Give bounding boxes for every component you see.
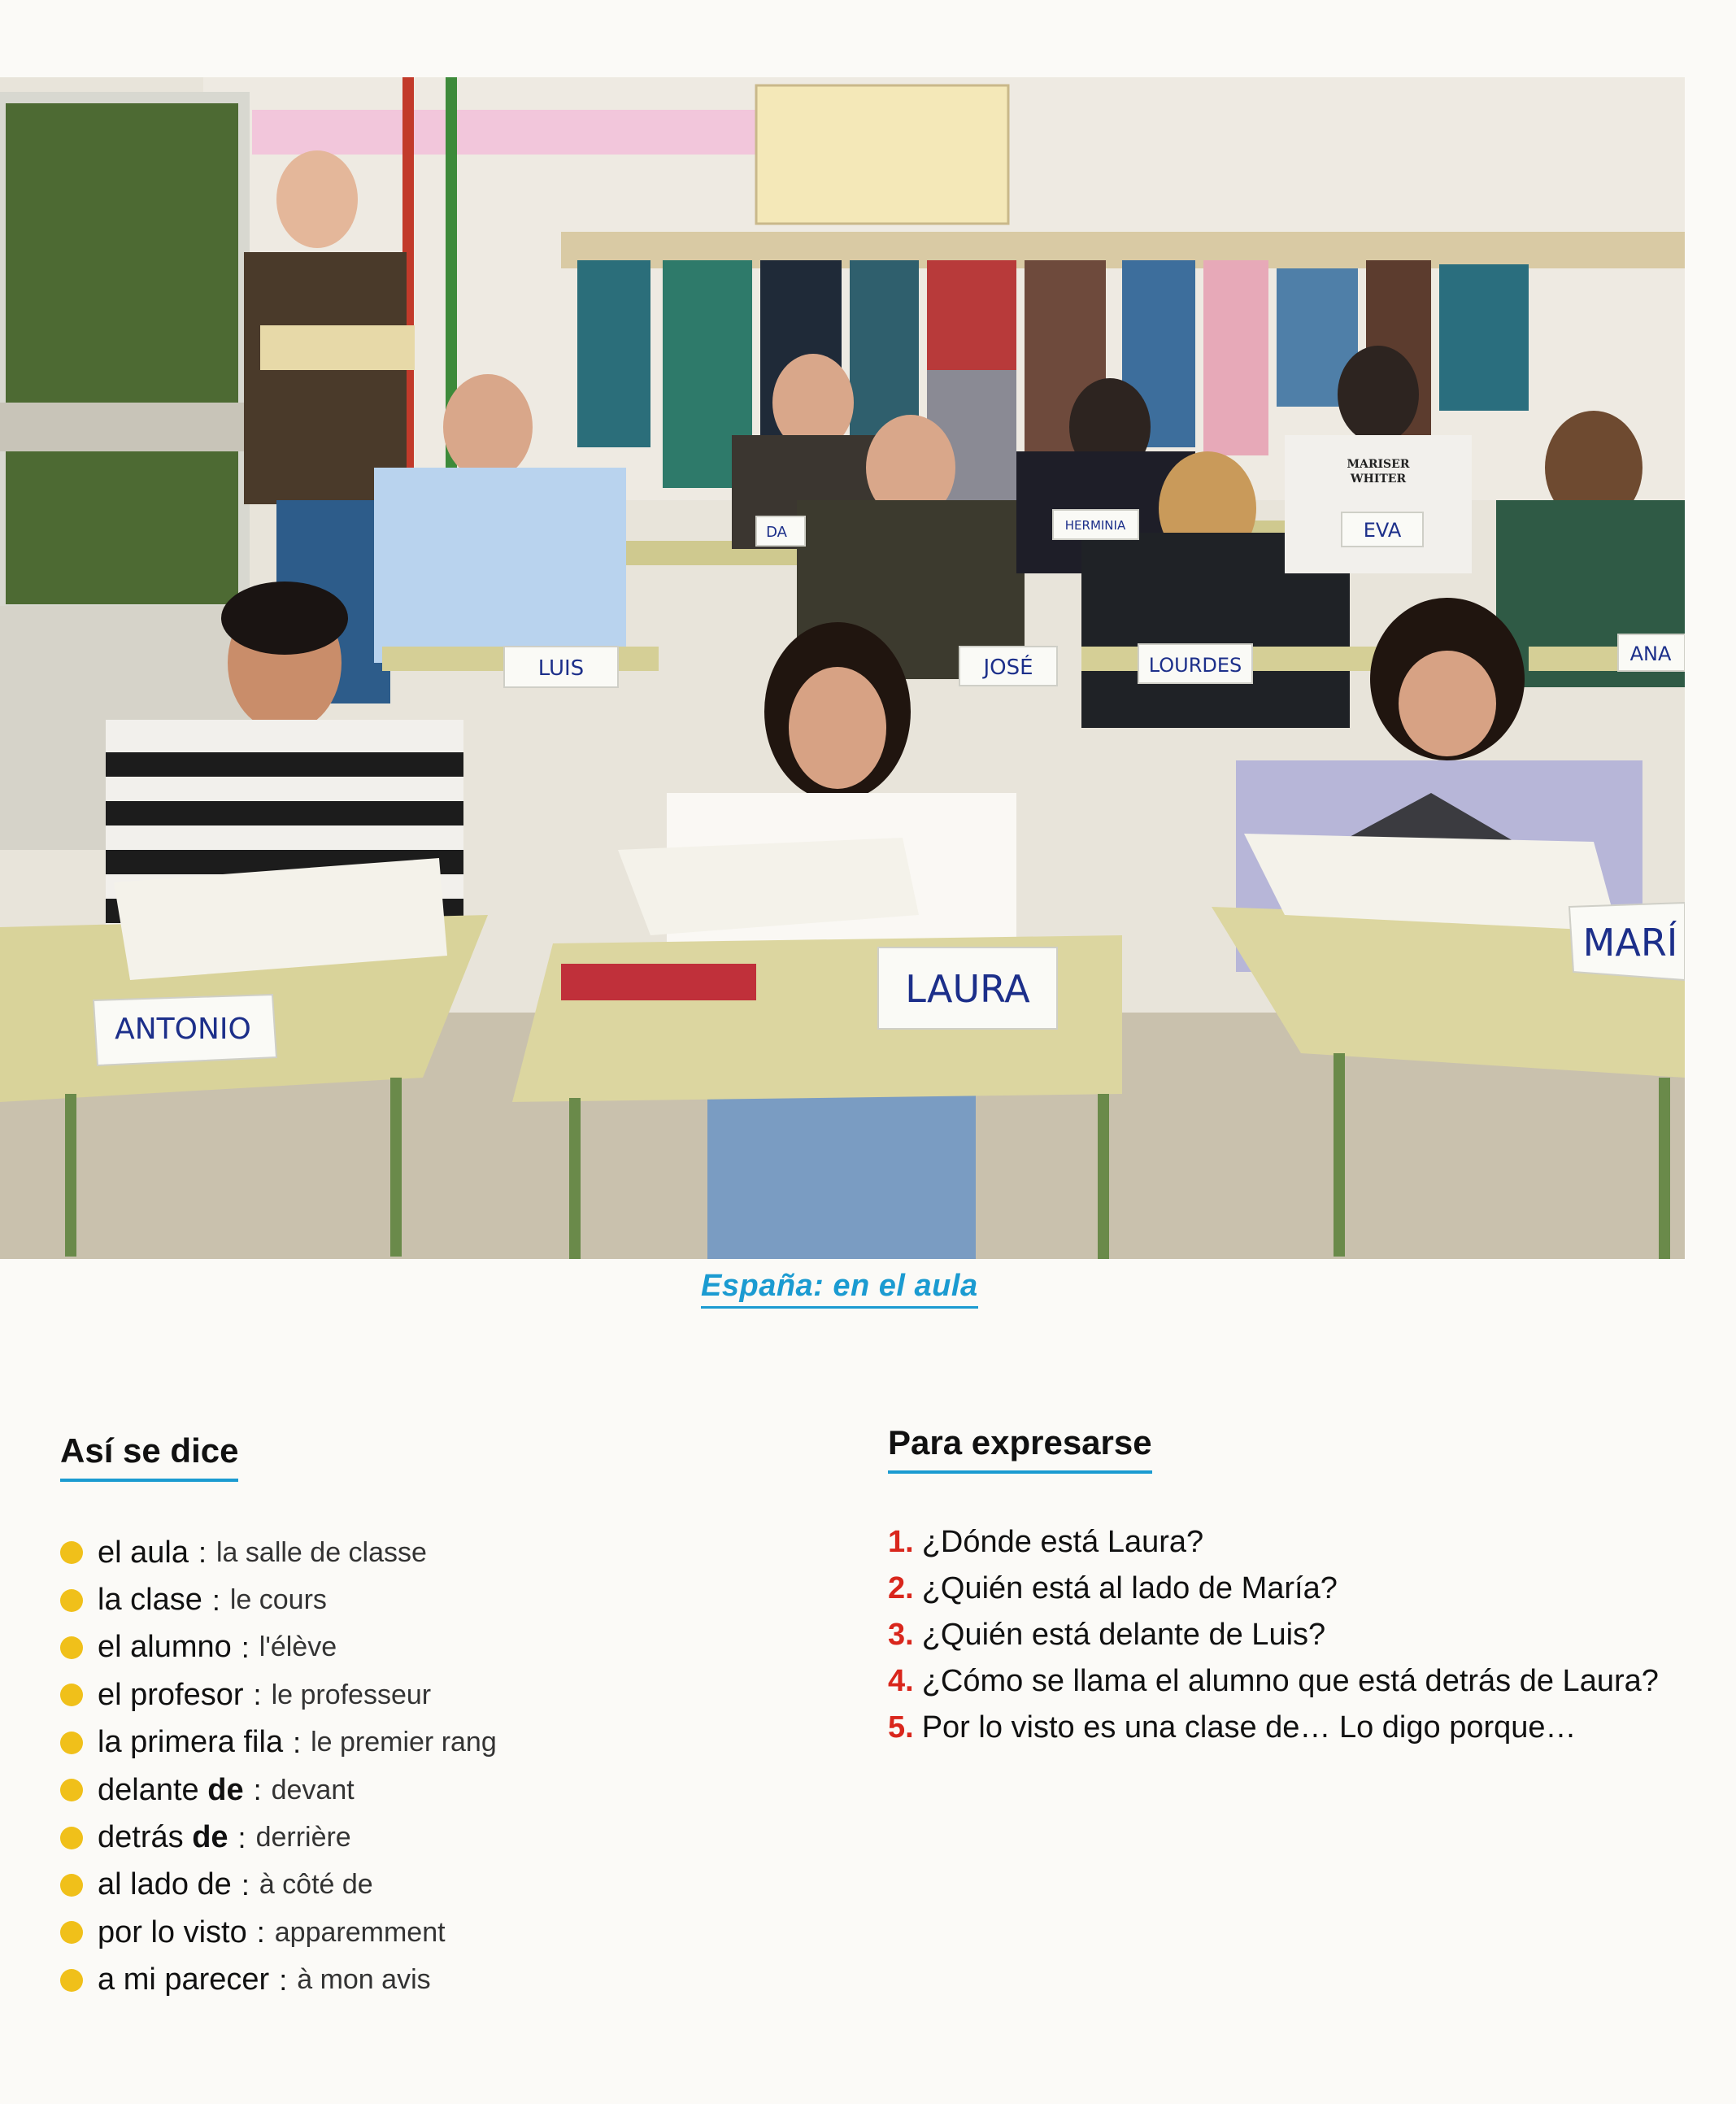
separator: : (241, 1630, 250, 1664)
vocab-term-bold: de (192, 1820, 228, 1855)
separator: : (211, 1583, 220, 1617)
classroom-photo (0, 77, 1685, 1259)
question-item (888, 1566, 1669, 1612)
question-text: ¿Dónde está Laura? (921, 1525, 1204, 1559)
name-card-eva (1342, 512, 1423, 547)
vocab-term (98, 1820, 228, 1855)
map-of-spain (756, 85, 1008, 224)
name-card-jose (959, 647, 1057, 686)
bullet-icon (60, 1874, 83, 1897)
separator: : (279, 1962, 288, 1997)
vocab-item (60, 1576, 792, 1623)
vocab-item (60, 1909, 792, 1956)
name-card-ana-text: ANA (1629, 643, 1672, 665)
vocab-term: la primera fila (98, 1725, 284, 1760)
separator: : (293, 1725, 302, 1759)
vocab-term: el alumno (98, 1630, 232, 1665)
name-card-maria (1569, 903, 1685, 980)
question-number: 5. (888, 1710, 914, 1745)
name-card-maria-text: MARÍ (1582, 921, 1678, 965)
vocab-item (60, 1766, 792, 1814)
vocab-item (60, 1719, 792, 1766)
vocab-translation: l'élève (259, 1631, 337, 1663)
bullet-icon (60, 1589, 83, 1612)
question-number: 3. (888, 1618, 914, 1652)
shirt-text-line-2: WHITER (1350, 473, 1407, 486)
name-card-da-text: DA (766, 524, 787, 541)
shirt-text-line-1: MARISER (1347, 458, 1410, 471)
bullet-icon (60, 1827, 83, 1849)
name-card-da (756, 516, 805, 546)
bullet-icon (60, 1732, 83, 1754)
vocab-term: al lado de (98, 1867, 232, 1902)
vocab-term: el aula (98, 1535, 189, 1570)
name-card-laura (878, 947, 1057, 1029)
vocab-translation: la salle de classe (216, 1536, 427, 1568)
question-number: 2. (888, 1571, 914, 1605)
vocab-term: la clase (98, 1583, 202, 1618)
vocab-translation: à côté de (259, 1869, 373, 1901)
vocab-term: el profesor (98, 1677, 244, 1712)
question-text: ¿Quién está al lado de María? (921, 1571, 1338, 1605)
question-item (888, 1612, 1669, 1658)
vocab-item (60, 1862, 792, 1909)
name-card-lourdes (1138, 644, 1252, 683)
vocab-translation: derrière (255, 1822, 351, 1854)
bullet-icon (60, 1684, 83, 1706)
vocab-term-main: delante (98, 1772, 199, 1807)
bullet-icon (60, 1921, 83, 1944)
name-card-ana (1618, 634, 1685, 671)
question-item (888, 1658, 1669, 1705)
name-card-luis (504, 647, 618, 687)
separator: : (256, 1915, 265, 1949)
question-text: ¿Cómo se llama el alumno que está detrás de Laura? (921, 1664, 1659, 1698)
teacher (276, 150, 358, 248)
bullet-icon (60, 1541, 83, 1564)
name-card-jose-text: JOSÉ (983, 656, 1033, 680)
bullet-icon (60, 1779, 83, 1801)
separator: : (241, 1867, 250, 1901)
vocab-translation: devant (271, 1774, 355, 1806)
bullet-icon (60, 1636, 83, 1659)
vocab-term: a mi parecer (98, 1962, 270, 1997)
vocab-item (60, 1671, 792, 1718)
question-number: 4. (888, 1664, 914, 1698)
bullet-icon (60, 1969, 83, 1992)
question-number: 1. (888, 1525, 914, 1559)
classroom-illustration (0, 77, 1685, 1259)
vocab-item (60, 1529, 792, 1576)
name-card-luis-text: LUIS (537, 656, 585, 681)
photo-caption: España: en el aula (701, 1269, 978, 1309)
name-card-herminia-text: HERMINIA (1064, 518, 1126, 533)
vocabulary-list (60, 1529, 792, 2004)
question-text: Por lo visto es una clase de… Lo digo porque… (921, 1710, 1577, 1745)
question-list (888, 1519, 1669, 1751)
separator: : (237, 1820, 246, 1854)
name-card-eva-text: EVA (1363, 519, 1402, 542)
asi-se-dice-title: Así se dice (60, 1431, 238, 1482)
vocab-item (60, 1957, 792, 2004)
vocab-translation: le cours (229, 1584, 327, 1616)
vocab-term-bold: de (207, 1772, 244, 1807)
para-expresarse-title: Para expresarse (888, 1423, 1152, 1474)
vocab-term (98, 1773, 244, 1808)
separator: : (253, 1773, 262, 1807)
vocab-translation: le premier rang (311, 1727, 497, 1758)
question-item (888, 1519, 1669, 1566)
question-item (888, 1705, 1669, 1751)
vocab-translation: le professeur (271, 1679, 432, 1710)
name-card-herminia (1053, 510, 1138, 539)
separator: : (198, 1536, 207, 1570)
vocab-item (60, 1624, 792, 1671)
name-card-antonio (94, 995, 276, 1065)
name-card-lourdes-text: LOURDES (1148, 654, 1242, 677)
separator: : (253, 1678, 262, 1712)
question-text: ¿Quién está delante de Luis? (921, 1618, 1326, 1652)
name-card-laura-text: LAURA (905, 967, 1030, 1011)
name-card-antonio-text: ANTONIO (115, 1013, 251, 1046)
vocab-item (60, 1814, 792, 1861)
vocab-term-main: detrás (98, 1820, 184, 1855)
vocab-term: por lo visto (98, 1915, 247, 1949)
window (0, 98, 244, 610)
vocab-translation: apparemment (274, 1916, 446, 1948)
vocab-translation: à mon avis (297, 1964, 431, 1996)
